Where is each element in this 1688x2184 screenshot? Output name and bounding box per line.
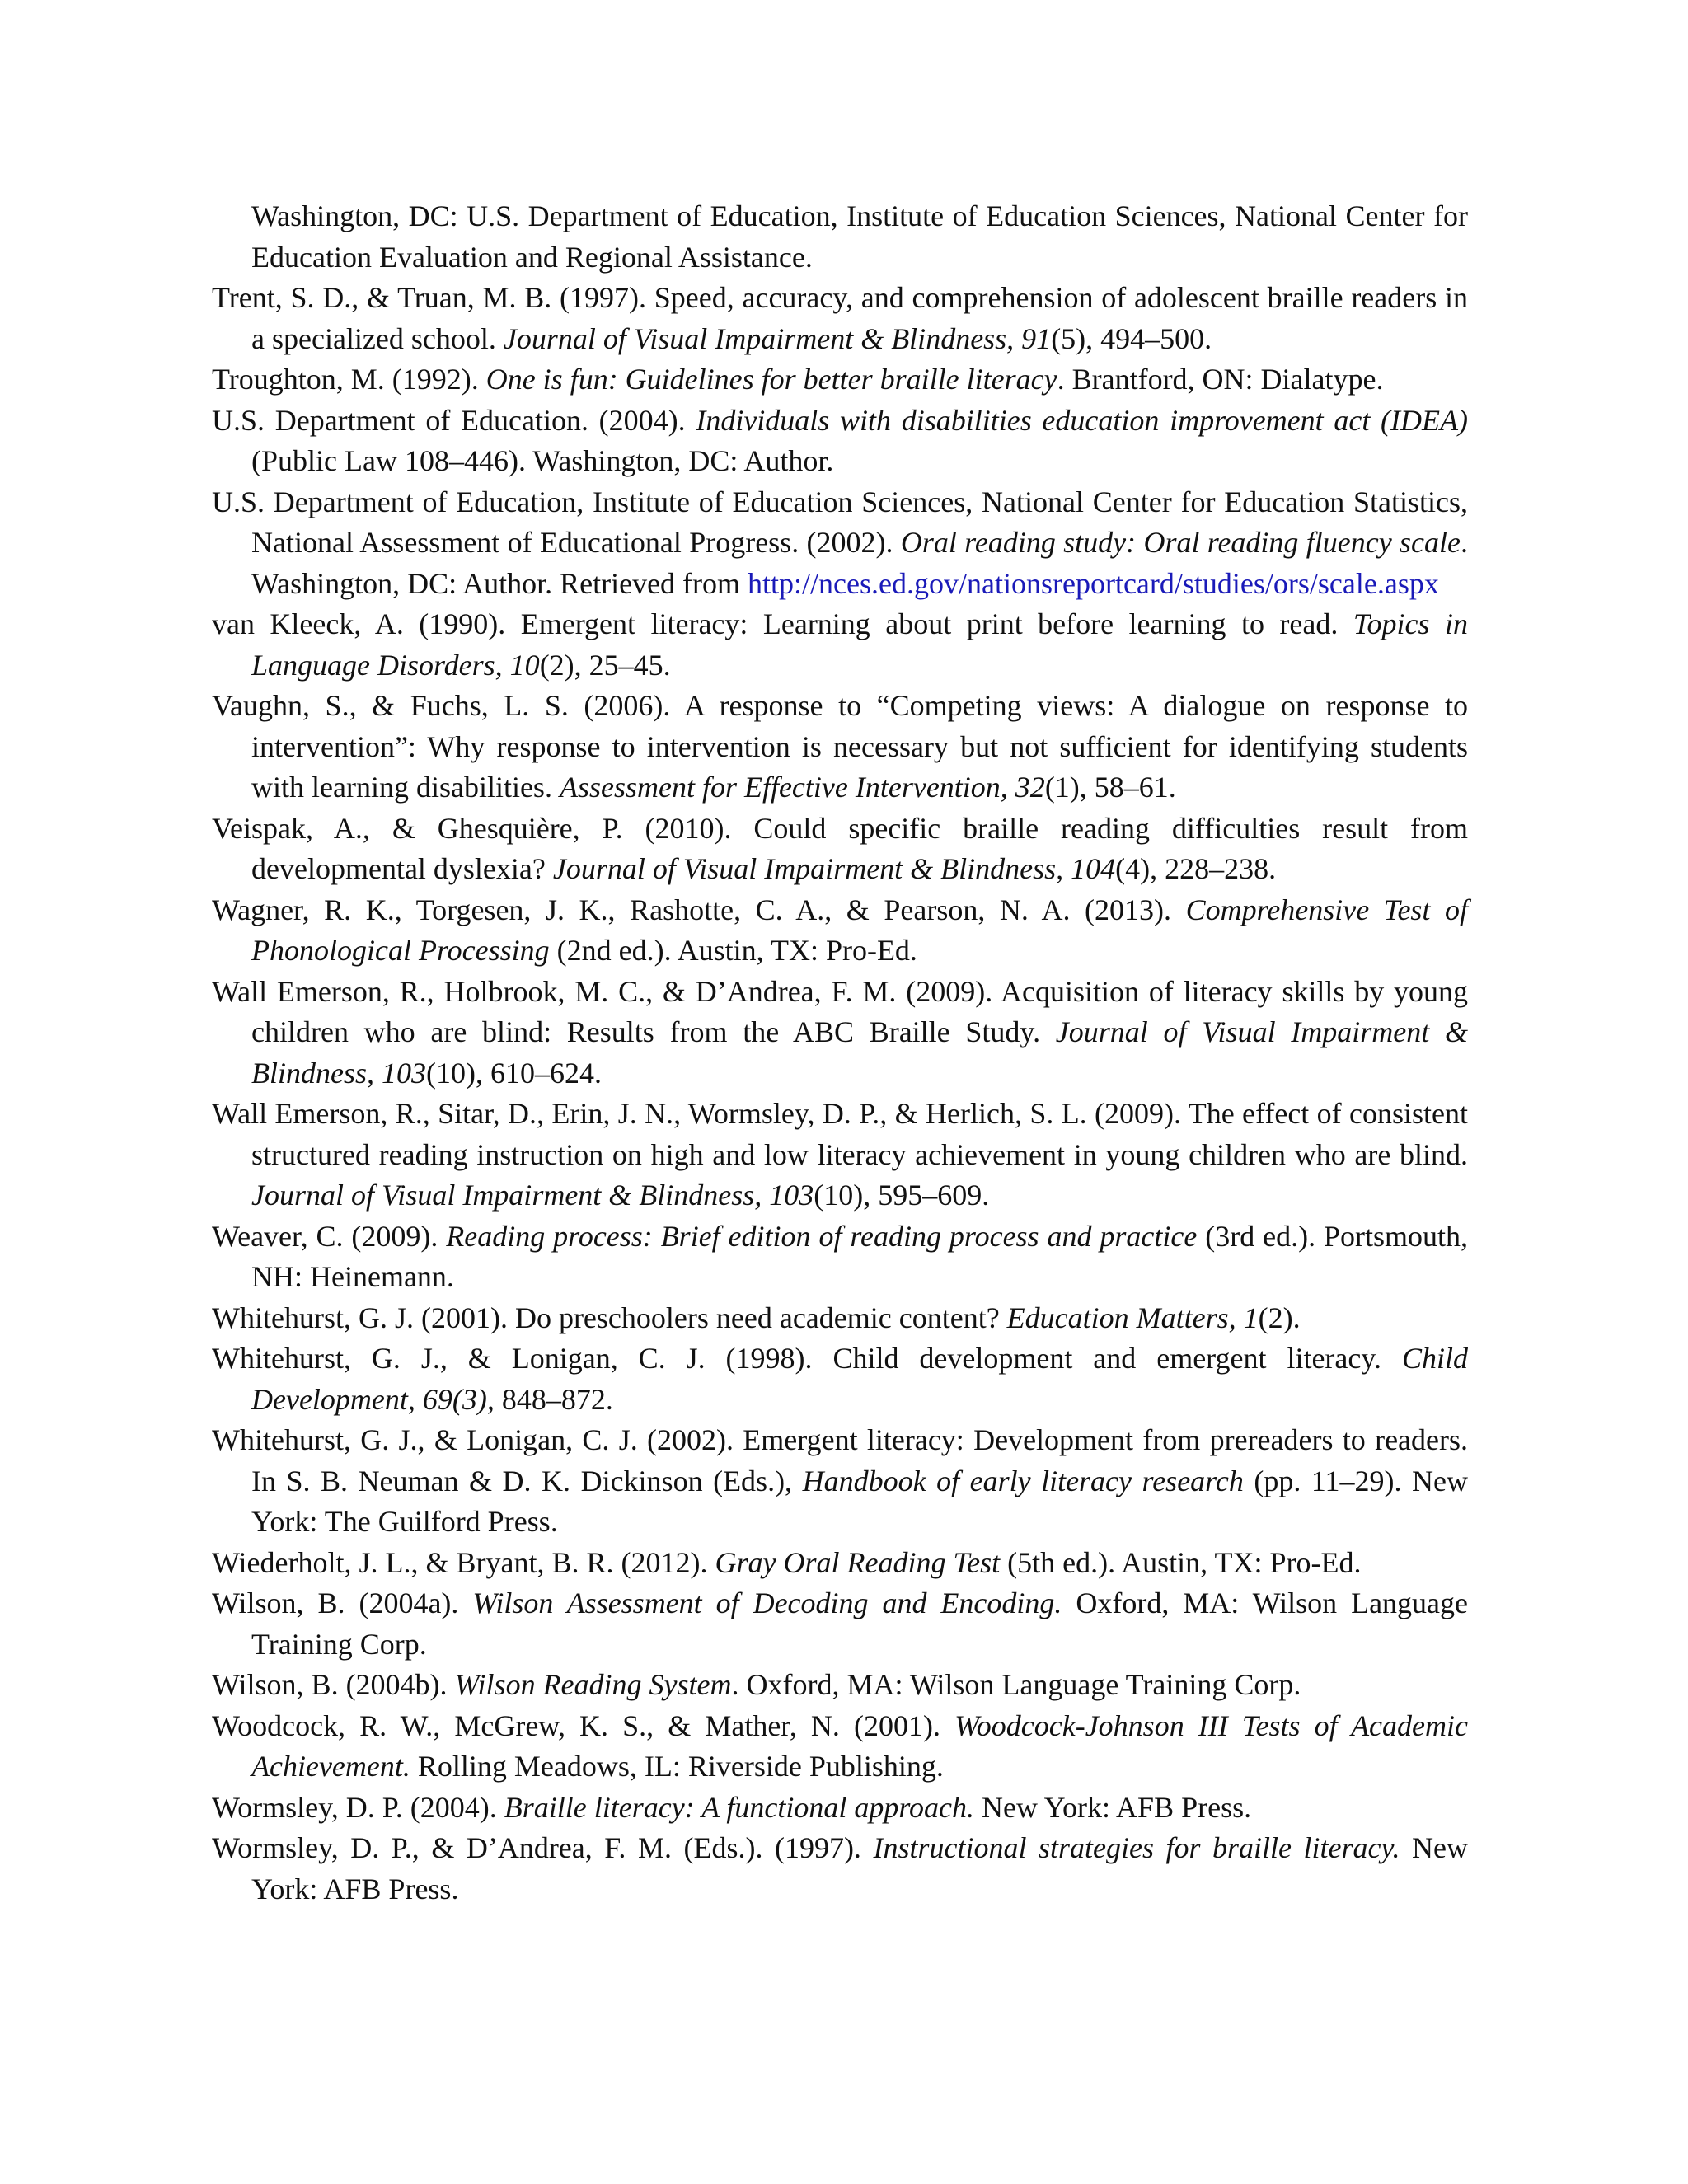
reference-text: (pp. 11–29). New York: The Guilford Press. xyxy=(251,1464,1468,1538)
reference-text: Wagner, R. K., Torgesen, J. K., Rashotte, C. A., & Pearson, N. A. (2013). xyxy=(212,893,1186,926)
reference-entry xyxy=(212,1338,1468,1420)
reference-source-title: Assessment for Effective Intervention, 32 xyxy=(559,771,1045,804)
reference-entry xyxy=(212,1706,1468,1788)
reference-entry xyxy=(212,1583,1468,1665)
reference-entry xyxy=(212,1665,1468,1706)
reference-entry xyxy=(212,1094,1468,1216)
reference-source-title: Wilson Reading System xyxy=(454,1668,732,1701)
reference-entry xyxy=(212,1298,1468,1339)
reference-text: van Kleeck, A. (1990). Emergent literacy: Learning about print before learning to read. xyxy=(212,607,1353,640)
reference-text: Oxford, MA: Wilson Language Training Corp. xyxy=(251,1586,1469,1661)
reference-source-title: Topics in Language Disorders, 10 xyxy=(251,607,1468,682)
reference-text: (10), 610–624. xyxy=(426,1056,602,1090)
reference-entry xyxy=(212,482,1468,605)
reference-text: Vaughn, S., & Fuchs, L. S. (2006). A response to “Competing views: A dialogue on response to intervention”: Why response to intervention is necessary but not sufficient for identifying students with learning disabilities. xyxy=(212,689,1468,804)
reference-source-title: Reading process: Brief edition of reading process and practice xyxy=(446,1219,1198,1253)
reference-text: (Public Law 108–446). Washington, DC: Author. xyxy=(251,444,834,477)
reference-text: Wilson, B. (2004a). xyxy=(212,1586,473,1619)
reference-source-title: Instructional strategies for braille literacy. xyxy=(873,1831,1400,1864)
reference-source-title: Child Development, 69(3), xyxy=(251,1342,1468,1416)
reference-entry xyxy=(212,1828,1468,1910)
reference-entry xyxy=(212,278,1468,359)
reference-entry xyxy=(212,972,1468,1094)
reference-text: Wormsley, D. P., & D’Andrea, F. M. (Eds.). (1997). xyxy=(212,1831,874,1864)
reference-entry xyxy=(212,1788,1468,1829)
reference-text: . Washington, DC: Author. Retrieved from xyxy=(251,526,1468,600)
reference-text: Troughton, M. (1992). xyxy=(212,363,486,396)
reference-source-title: Journal of Visual Impairment & Blindness, 103 xyxy=(251,1015,1468,1090)
reference-entry xyxy=(212,808,1468,890)
reference-text: Whitehurst, G. J., & Lonigan, C. J. (1998). Child development and emergent literacy. xyxy=(212,1342,1402,1375)
reference-entry xyxy=(212,359,1468,401)
reference-text: (3rd ed.). Portsmouth, NH: Heinemann. xyxy=(251,1219,1468,1293)
reference-text: Wilson, B. (2004b). xyxy=(212,1668,455,1701)
reference-source-title: Braille literacy: A functional approach. xyxy=(504,1790,975,1824)
reference-url-link[interactable]: http://nces.ed.gov/nationsreportcard/studies/ors/scale.aspx xyxy=(748,566,1439,600)
reference-text: Wall Emerson, R., Sitar, D., Erin, J. N., Wormsley, D. P., & Herlich, S. L. (2009). The effect of consistent structured reading instruction on high and low literacy achievement in young children who are blind. xyxy=(212,1097,1468,1171)
reference-text: (2). xyxy=(1258,1301,1301,1334)
reference-source-title: Journal of Visual Impairment & Blindness, 91 xyxy=(503,321,1052,355)
reference-text: (4), 228–238. xyxy=(1115,852,1277,885)
reference-list xyxy=(212,196,1468,1910)
reference-text: Wall Emerson, R., Holbrook, M. C., & D’Andrea, F. M. (2009). Acquisition of literacy skills by young children who are blind: Results from the ABC Braille Study. xyxy=(212,974,1468,1048)
reference-text: Wormsley, D. P. (2004). xyxy=(212,1790,504,1824)
reference-text: U.S. Department of Education. (2004). xyxy=(212,403,696,437)
reference-entry xyxy=(212,1420,1468,1543)
reference-text: Whitehurst, G. J. (2001). Do preschoolers need academic content? xyxy=(212,1301,1007,1334)
reference-text: Weaver, C. (2009). xyxy=(212,1219,447,1253)
reference-text: Trent, S. D., & Truan, M. B. (1997). Speed, accuracy, and comprehension of adolescent braille readers in a specialized school. xyxy=(212,281,1468,355)
reference-source-title: Journal of Visual Impairment & Blindness, 104 xyxy=(552,852,1116,885)
reference-text: New York: AFB Press. xyxy=(251,1831,1468,1905)
reference-source-title: Journal of Visual Impairment & Blindness, 103 xyxy=(251,1179,814,1212)
reference-text: (2nd ed.). Austin, TX: Pro-Ed. xyxy=(549,934,917,967)
reference-source-title: Education Matters, 1 xyxy=(1006,1301,1259,1334)
reference-text: Woodcock, R. W., McGrew, K. S., & Mather, N. (2001). xyxy=(212,1708,955,1742)
reference-text: (2), 25–45. xyxy=(539,648,671,682)
reference-source-title: Woodcock-Johnson III Tests of Academic Achievement. xyxy=(251,1708,1468,1783)
reference-source-title: Comprehensive Test of Phonological Processing xyxy=(251,893,1468,967)
reference-text: (10), 595–609. xyxy=(814,1179,990,1212)
reference-source-title: Individuals with disabilities education improvement act (IDEA) xyxy=(696,403,1468,437)
reference-text: . Oxford, MA: Wilson Language Training Corp. xyxy=(731,1668,1301,1701)
reference-text: U.S. Department of Education, Institute of Education Sciences, National Center for Education Statistics, National Assessment of Educational Progress. (2002). xyxy=(212,485,1468,559)
reference-text: Veispak, A., & Ghesquière, P. (2010). Could specific braille reading difficulties result from developmental dyslexia? xyxy=(212,811,1468,885)
reference-entry xyxy=(212,401,1468,482)
reference-text: Whitehurst, G. J., & Lonigan, C. J. (2002). Emergent literacy: Development from prereaders to readers. In S. B. Neuman & D. K. Dickinson (Eds.), xyxy=(212,1423,1468,1497)
reference-entry xyxy=(212,890,1468,972)
reference-text: (5), 494–500. xyxy=(1051,321,1212,355)
reference-entry xyxy=(212,686,1468,808)
reference-text: (1), 58–61. xyxy=(1044,771,1176,804)
reference-text: New York: AFB Press. xyxy=(974,1790,1252,1824)
reference-text: Washington, DC: U.S. Department of Education, Institute of Education Sciences, National Center for Education Evaluation and Regional Assistance. xyxy=(251,199,1468,274)
reference-entry xyxy=(212,604,1468,686)
reference-source-title: One is fun: Guidelines for better braille literacy xyxy=(485,363,1057,396)
reference-text: (5th ed.). Austin, TX: Pro-Ed. xyxy=(1000,1545,1362,1579)
reference-entry xyxy=(212,1543,1468,1584)
reference-entry xyxy=(212,196,1468,278)
reference-text: Wiederholt, J. L., & Bryant, B. R. (2012). xyxy=(212,1545,715,1579)
reference-text: . Brantford, ON: Dialatype. xyxy=(1057,363,1384,396)
reference-entry xyxy=(212,1216,1468,1298)
reference-source-title: Gray Oral Reading Test xyxy=(715,1545,1001,1579)
reference-source-title: Oral reading study: Oral reading fluency scale xyxy=(900,526,1461,559)
reference-source-title: Wilson Assessment of Decoding and Encoding. xyxy=(472,1586,1062,1619)
reference-source-title: Handbook of early literacy research xyxy=(802,1464,1244,1497)
reference-text: Rolling Meadows, IL: Riverside Publishing. xyxy=(410,1750,944,1783)
reference-text: 848–872. xyxy=(494,1382,613,1416)
